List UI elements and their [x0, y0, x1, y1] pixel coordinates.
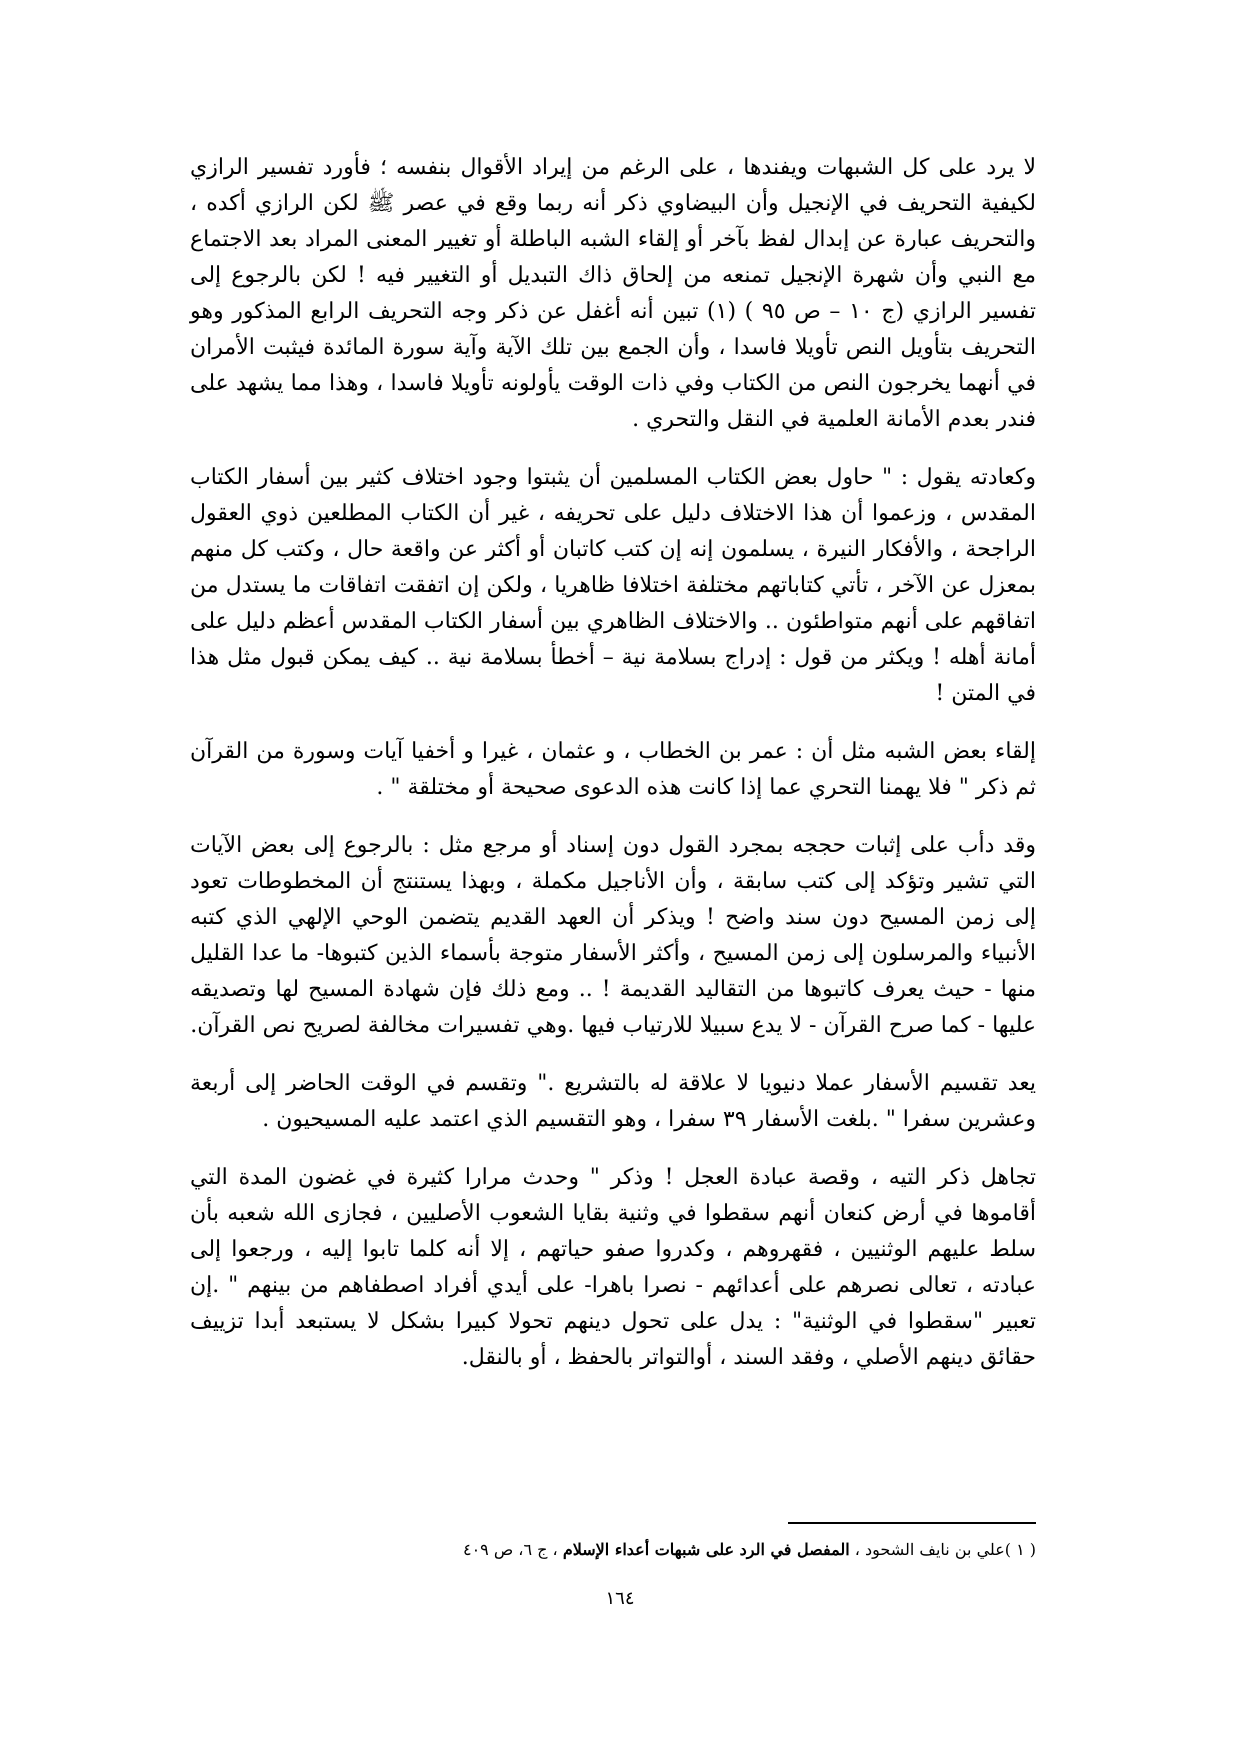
- footnote-title: المفصل في الرد على شبهات أعداء الإسلام: [562, 1540, 850, 1559]
- footnote: [190, 1538, 1036, 1562]
- footnote-details: ، ج ٦، ص ٤٠٩: [462, 1540, 558, 1559]
- paragraph-5: يعد تقسيم الأسفار عملا دنيويا لا علاقة له بالتشريع ." وتقسم في الوقت الحاضر إلى أربعة وعشرين سفرا " .بلغت الأسفار ٣٩ سفرا ، وهو التقسيم الذي اعتمد عليه المسيحيون .: [190, 1071, 1036, 1132]
- footnote-divider: [788, 1522, 1036, 1524]
- paragraph-2: وكعادته يقول : " حاول بعض الكتاب المسلمين أن يثبتوا وجود اختلاف كثير بين أسفار الكتاب المقدس ، وزعموا أن هذا الاختلاف دليل على تحريفه ، غير أن الكتاب المطلعين ذوي العقول الراجحة ، والأفكار النيرة ، يسلمون إنه إن كتب كاتبان أو أكثر عن واقعة حال ، وكتب كل منهم بمعزل عن الآخر ، تأتي كتاباتهم مختلفة اختلافا ظاهريا ، ولكن إن اتفقت اتفاقات ما يستدل من اتفاقهم على أنهم متواطئون .. والاختلاف الظاهري بين أسفار الكتاب المقدس أعظم دليل على أمانة أهله ! ويكثر من قول : إدراج بسلامة نية – أخطأ بسلامة نية .. كيف يمكن قبول مثل هذا في المتن !: [190, 465, 1036, 706]
- paragraph-3: إلقاء بعض الشبه مثل أن : عمر بن الخطاب ، و عثمان ، غيرا و أخفيا آيات وسورة من القرآن ثم ذكر " فلا يهمنا التحري عما إذا كانت هذه الدعوى صحيحة أو مختلقة " .: [190, 739, 1036, 800]
- footnote-author: علي بن نايف الشحود ،: [854, 1540, 1005, 1559]
- page-body: [190, 150, 1036, 1398]
- paragraph-4: وقد دأب على إثبات حججه بمجرد القول دون إسناد أو مرجع مثل : بالرجوع إلى بعض الآيات التي تشير وتؤكد إلى كتب سابقة ، وأن الأناجيل مكملة ، وبهذا يستنتج أن المخطوطات تعود إلى زمن المسيح دون سند واضح ! ويذكر أن العهد القديم يتضمن الوحي الإلهي الذي كتبه الأنبياء والمرسلون إلى زمن المسيح ، وأكثر الأسفار متوجة بأسماء الذين كتبوها- ما عدا القليل منها - حيث يعرف كاتبوها من التقاليد القديمة ! .. ومع ذلك فإن شهادة المسيح لها وتصديقه عليها - كما صرح القرآن - لا يدع سبيلا للارتياب فيها .وهي تفسيرات مخالفة لصريح نص القرآن.: [190, 833, 1036, 1038]
- page-number: ١٦٤: [605, 1588, 635, 1609]
- footnote-marker: ( ١ ): [1004, 1540, 1036, 1559]
- paragraph-6: تجاهل ذكر التيه ، وقصة عبادة العجل ! وذكر " وحدث مرارا كثيرة في غضون المدة التي أقاموها في أرض كنعان أنهم سقطوا في وثنية بقايا الشعوب الأصليين ، فجازى الله شعبه بأن سلط عليهم الوثنيين ، فقهروهم ، وكدروا صفو حياتهم ، إلا أنه كلما تابوا إليه ، ورجعوا إلى عبادته ، تعالى نصرهم على أعدائهم - نصرا باهرا- على أيدي أفراد اصطفاهم من بينهم " .إن تعبير "سقطوا في الوثنية" : يدل على تحول دينهم تحولا كبيرا بشكل لا يستبعد أبدا تزييف حقائق دينهم الأصلي ، وفقد السند ، أوالتواتر بالحفظ ، أو بالنقل.: [190, 1165, 1036, 1370]
- paragraph-1: لا يرد على كل الشبهات ويفندها ، على الرغم من إيراد الأقوال بنفسه ؛ فأورد تفسير الرازي لكيفية التحريف في الإنجيل وأن البيضاوي ذكر أنه ربما وقع في عصر ﷺ لكن الرازي أكده ، والتحريف عبارة عن إبدال لفظ بآخر أو إلقاء الشبه الباطلة أو تغيير المعنى المراد بعد الاجتماع مع النبي وأن شهرة الإنجيل تمنعه من إلحاق ذاك التبديل أو التغيير فيه ! لكن بالرجوع إلى تفسير الرازي (ج ١٠ – ص ٩٥ ) (١) تبين أنه أغفل عن ذكر وجه التحريف الرابع المذكور وهو التحريف بتأويل النص تأويلا فاسدا ، وأن الجمع بين تلك الآية وآية سورة المائدة فيثبت الأمران في أنهما يخرجون النص من الكتاب وفي ذات الوقت يأولونه تأويلا فاسدا ، وهذا مما يشهد على فندر بعدم الأمانة العلمية في النقل والتحري .: [190, 155, 1036, 432]
